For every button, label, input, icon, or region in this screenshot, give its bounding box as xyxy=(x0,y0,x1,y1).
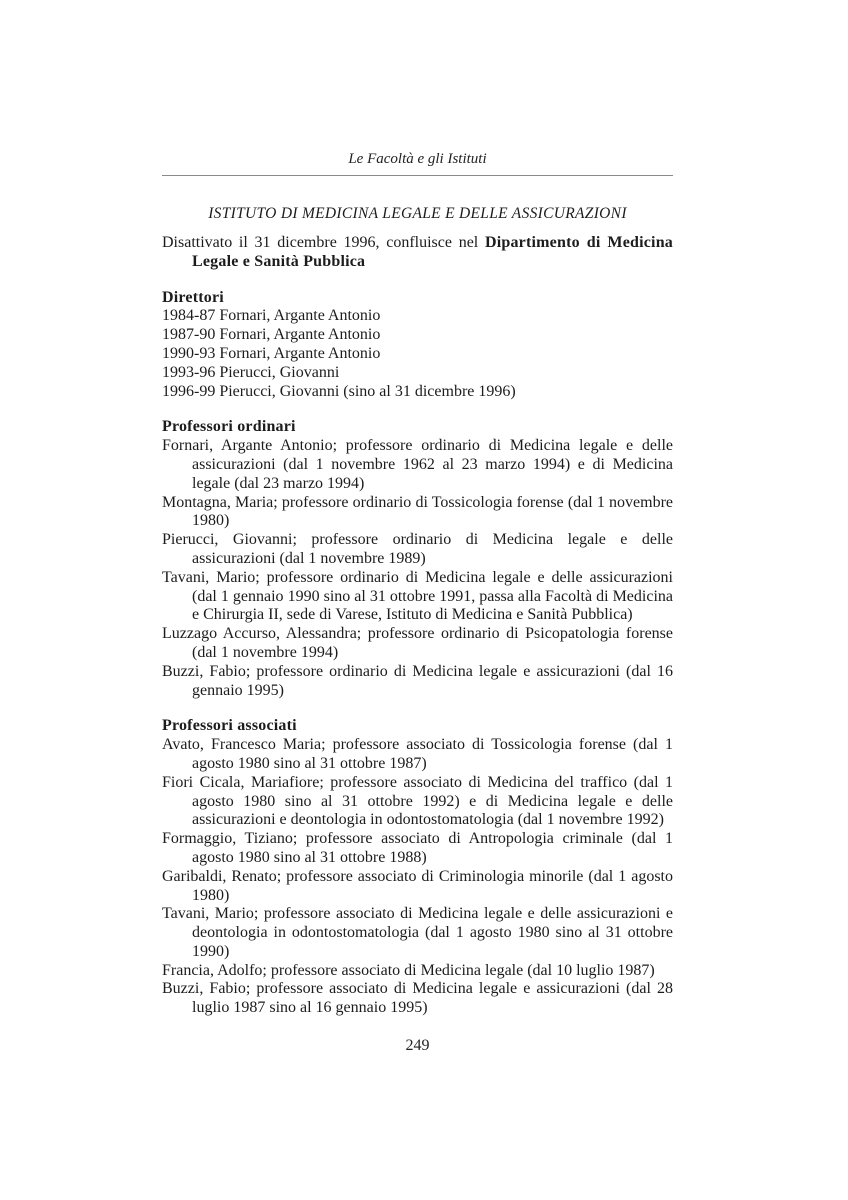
intro-paragraph xyxy=(162,234,673,272)
professor-entry: Tavani, Mario; professore associato di Medicina legale e delle assicurazioni e deontologia in odontostomatologia (dal 1 agosto 1980 sino al 31 ottobre 1990) xyxy=(162,905,673,960)
professor-entry: Luzzago Accurso, Alessandra; professore ordinario di Psicopatologia forense (dal 1 novembre 1994) xyxy=(162,625,673,661)
director-entry: 1984-87 Fornari, Argante Antonio xyxy=(162,307,381,325)
section-professori-associati xyxy=(162,717,673,1018)
professor-entry: Formaggio, Tiziano; professore associato di Antropologia criminale (dal 1 agosto 1980 sino al 31 ottobre 1988) xyxy=(162,830,673,866)
page-number: 249 xyxy=(405,1037,430,1055)
section-heading: Professori associati xyxy=(162,717,297,735)
running-header: Le Facoltà e gli Istituti xyxy=(348,151,487,167)
professor-entry: Fornari, Argante Antonio; professore ordinario di Medicina legale e delle assicurazioni (dal 1 novembre 1962 al 23 marzo 1994) e di Medicina legale (dal 23 marzo 1994) xyxy=(162,437,673,492)
professor-entry: Tavani, Mario; professore ordinario di Medicina legale e delle assicurazioni (dal 1 gennaio 1990 sino al 31 ottobre 1991, passa alla Facoltà di Medicina e Chirurgia II, sede di Varese, Istituto di Medicina e Sanità Pubblica) xyxy=(162,568,673,624)
text-column xyxy=(162,0,673,1055)
section-heading: Professori ordinari xyxy=(162,418,296,436)
professor-entry: Garibaldi, Renato; professore associato di Criminologia minorile (dal 1 agosto 1980) xyxy=(162,867,673,904)
header-rule xyxy=(162,175,673,176)
professor-entry: Avato, Francesco Maria; professore associato di Tossicologia forense (dal 1 agosto 1980 sino al 31 ottobre 1987) xyxy=(162,736,673,772)
director-entry: 1993-96 Pierucci, Giovanni xyxy=(162,363,340,381)
professor-entry: Buzzi, Fabio; professore ordinario di Medicina legale e assicurazioni (dal 16 gennaio 1995) xyxy=(162,662,673,699)
article-title: ISTITUTO DI MEDICINA LEGALE E DELLE ASSICURAZIONI xyxy=(208,205,627,222)
professor-entry: Montagna, Maria; professore ordinario di Tossicologia forense (dal 1 novembre 1980) xyxy=(162,493,673,530)
professor-entry: Fiori Cicala, Mariafiore; professore associato di Medicina del traffico (dal 1 agosto 1980 sino al 31 ottobre 1992) e di Medicina legale e delle assicurazioni e deontologia in odontostomatologia (dal 1 novembre 1992) xyxy=(162,773,673,829)
professor-entry: Francia, Adolfo; professore associato di Medicina legale (dal 10 luglio 1987) xyxy=(162,961,655,979)
director-entry: 1987-90 Fornari, Argante Antonio xyxy=(162,326,381,344)
intro-bold-text: Dipartimento di Medicina Legale e Sanità Pubblica xyxy=(192,234,673,270)
director-entry: 1990-93 Fornari, Argante Antonio xyxy=(162,344,381,362)
director-entry: 1996-99 Pierucci, Giovanni (sino al 31 dicembre 1996) xyxy=(162,382,516,400)
professor-entry: Buzzi, Fabio; professore associato di Medicina legale e assicurazioni (dal 28 luglio 1987 sino al 16 gennaio 1995) xyxy=(162,980,673,1017)
intro-text: Disattivato il 31 dicembre 1996, confluisce nel xyxy=(162,234,485,251)
professor-entry: Pierucci, Giovanni; professore ordinario di Medicina legale e delle assicurazioni (dal 1 novembre 1989) xyxy=(162,531,673,567)
section-heading: Direttori xyxy=(162,288,224,306)
section-professori-ordinari xyxy=(162,418,673,700)
section-direttori xyxy=(162,289,673,402)
